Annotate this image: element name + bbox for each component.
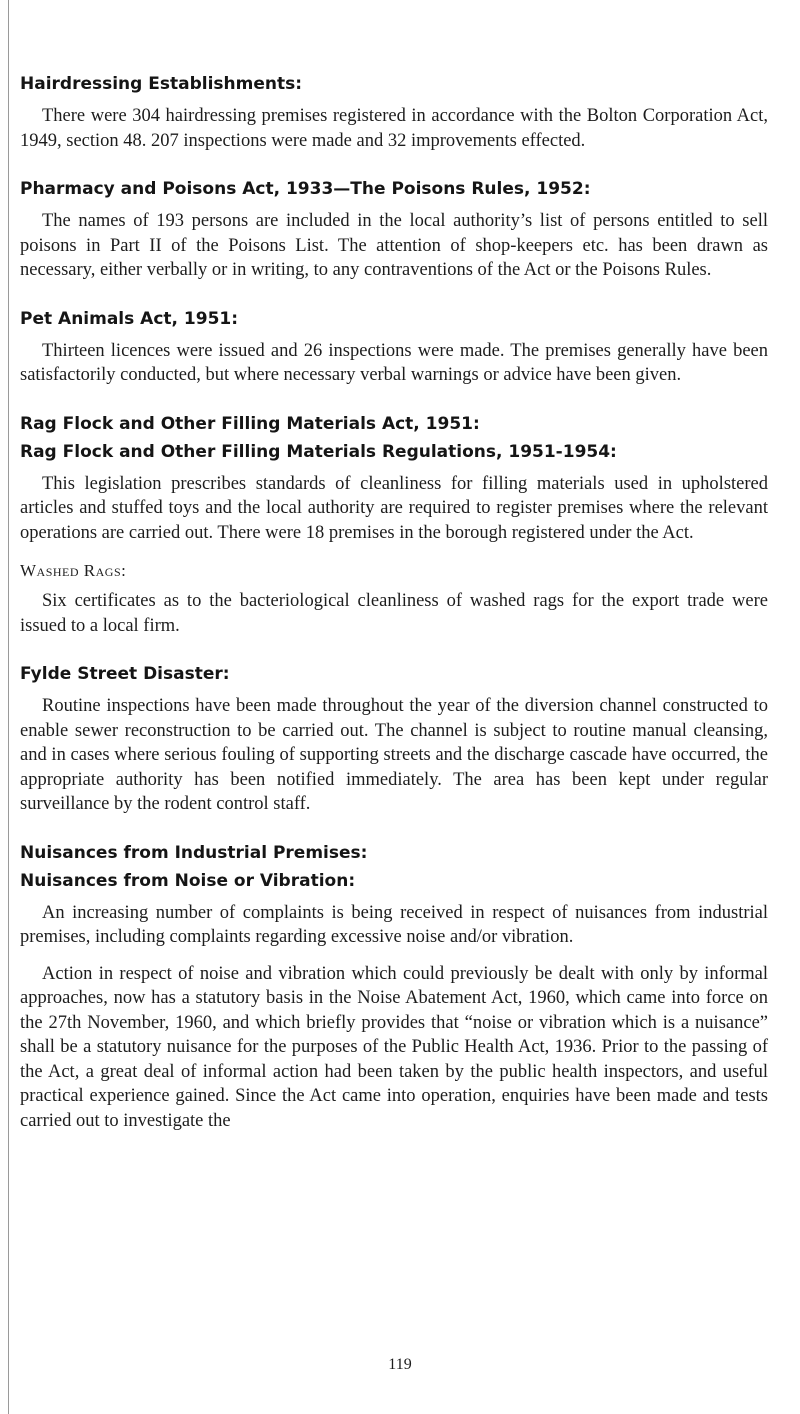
page-number: 119 (388, 1356, 412, 1373)
margin-rule (8, 0, 9, 1414)
document-page (20, 70, 768, 1133)
section-hairdressing (20, 70, 768, 153)
paragraph: Thirteen licences were issued and 26 inspections were made. The premises generally have been satisfactorily conducted, but where necessary verbal warnings or advice have been given. (20, 340, 768, 385)
section-rag-flock (20, 410, 768, 639)
paragraph: Six certificates as to the bacteriological cleanliness of washed rags for the export trade were issued to a local firm. (20, 591, 768, 636)
section-heading: Pet Animals Act, 1951: (20, 308, 239, 329)
section-heading: Hairdressing Establishments: (20, 74, 303, 94)
section-heading-secondary: Nuisances from Noise or Vibration: (20, 870, 356, 891)
section-heading: Fylde Street Disaster: (20, 664, 230, 684)
section-pet-animals (20, 305, 768, 388)
paragraph: This legislation prescribes standards of cleanliness for filling materials used in upholstered articles and stuffed toys and the local authority are required to register premises where the relevant operations are carried out. There were 18 premises in the borough registered under the Act. (20, 473, 768, 543)
section-heading: Rag Flock and Other Filling Materials Act, 1951: (20, 413, 480, 434)
section-heading: Pharmacy and Poisons Act, 1933—The Poisons Rules, 1952: (20, 179, 591, 199)
section-fylde-street (20, 660, 768, 817)
paragraph: An increasing number of complaints is being received in respect of nuisances from industrial premises, including complaints regarding excessive noise and/or vibration. (20, 902, 768, 947)
section-pharmacy-poisons (20, 175, 768, 283)
section-heading-secondary: Rag Flock and Other Filling Materials Regulations, 1951-1954: (20, 441, 617, 462)
paragraph: The names of 193 persons are included in the local authority’s list of persons entitled to sell poisons in Part II of the Poisons List. The attention of shop-keepers etc. has been drawn as necessary, either verbally or in writing, to any contraventions of the Act or the Poisons Rules. (20, 211, 768, 280)
section-nuisances (20, 839, 768, 1134)
paragraph: There were 304 hairdressing premises registered in accordance with the Bolton Corporation Act, 1949, section 48. 207 inspections were made and 32 improvements effected. (20, 106, 768, 151)
section-heading: Nuisances from Industrial Premises: (20, 842, 368, 863)
paragraph: Action in respect of noise and vibration which could previously be dealt with only by informal approaches, now has a statutory basis in the Noise Abatement Act, 1960, which came into force on the 27th November, 1960, and which briefly provides that “noise or vibration which is a nuisance” shall be a statutory nuisance for the purposes of the Public Health Act, 1936. Prior to the passing of the Act, a great deal of informal action had been taken by the public health inspectors, and useful practical experience gained. Since the Act came into operation, enquiries have been made and tests carried out to investigate the (20, 963, 768, 1131)
subsection-heading: Washed Rags: (20, 561, 127, 580)
paragraph: Routine inspections have been made throughout the year of the diversion channel constructed to enable sewer reconstruction to be carried out. The channel is subject to routine manual cleansing, and in cases where serious fouling of supporting streets and the discharge cascade have occurred, the appropriate authority has been notified immediately. The area has been kept under regular surveillance by the rodent control staff. (20, 696, 768, 814)
